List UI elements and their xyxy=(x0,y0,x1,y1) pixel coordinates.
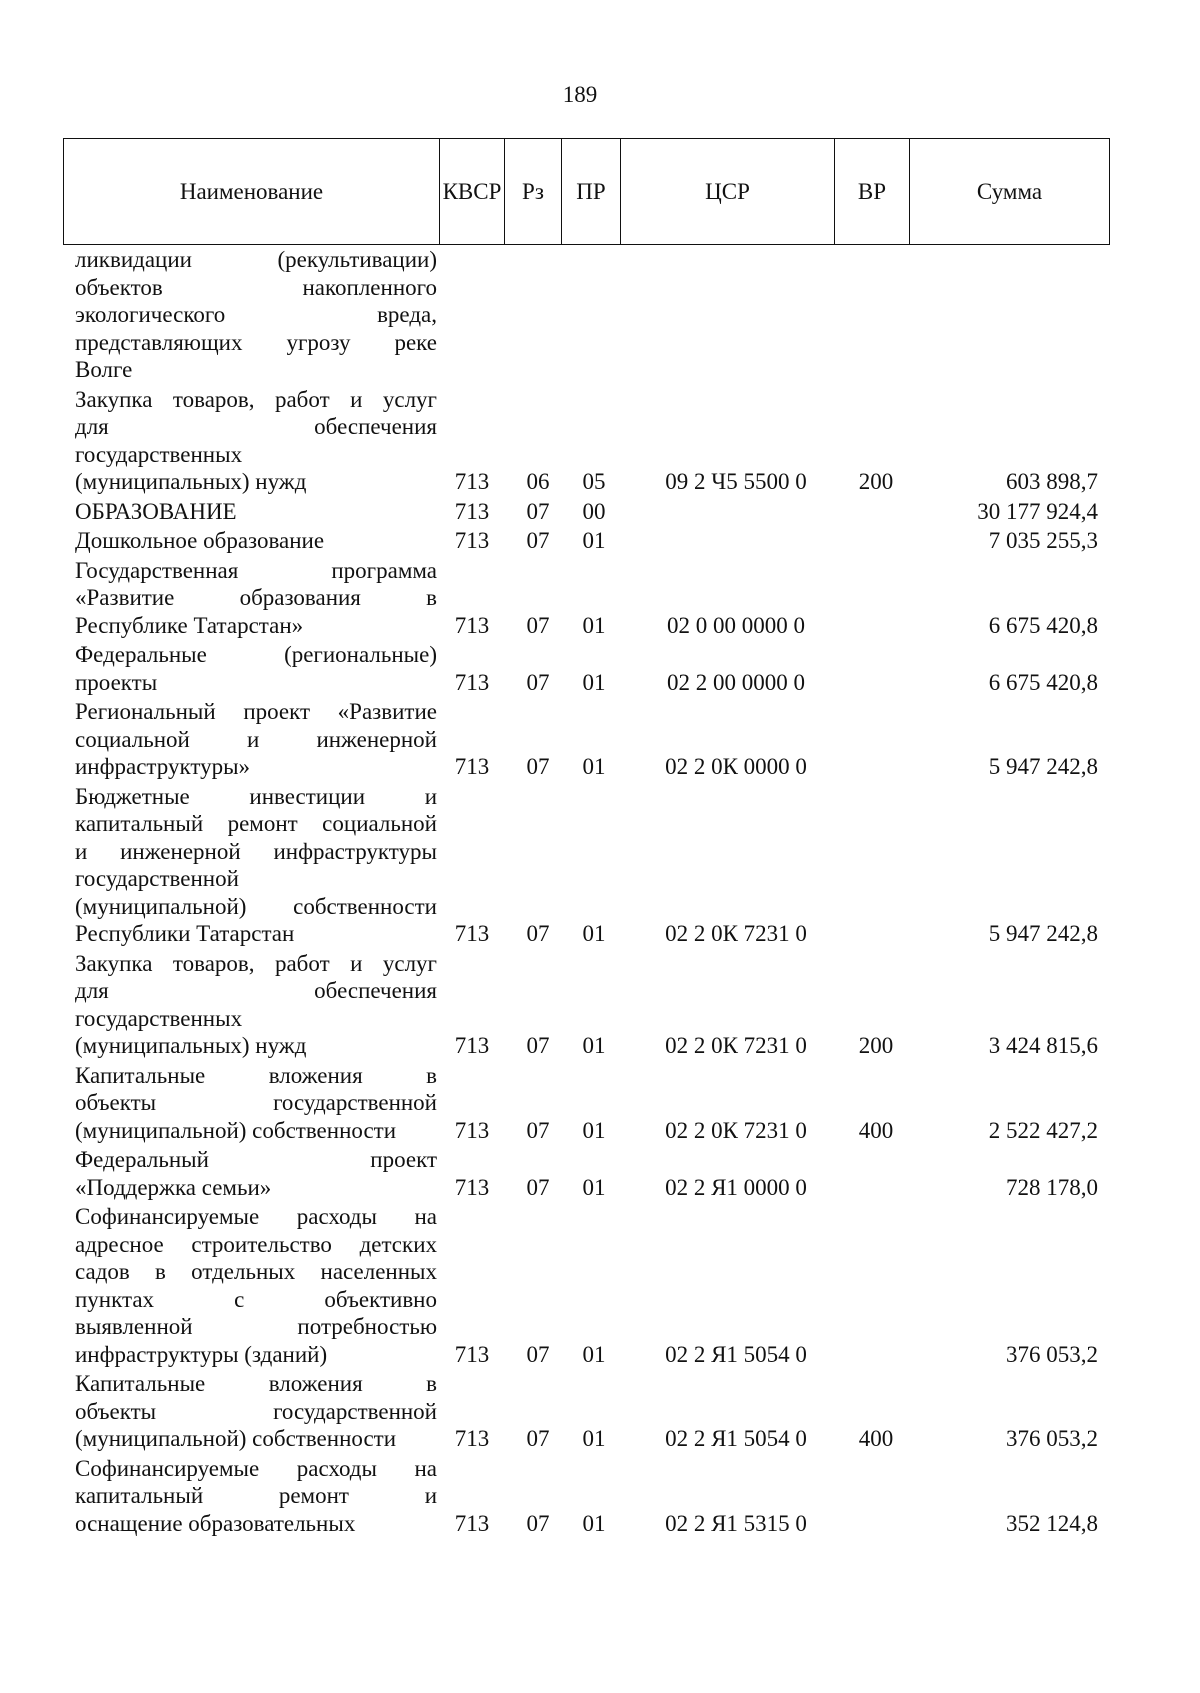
row-sum-cell: 30 177 924,4 xyxy=(977,498,1098,524)
row-csr-cell: 09 2 Ч5 5500 0 xyxy=(665,469,807,494)
row-name-line: государственной xyxy=(75,866,239,891)
table-row xyxy=(0,1455,1200,1538)
row-name-line: государственных xyxy=(75,441,243,467)
column-header-name: Наименование xyxy=(64,139,440,244)
row-sum-cell: 7 035 255,3 xyxy=(988,528,1098,553)
row-name-line: Республики Татарстан xyxy=(75,921,295,946)
row-name-line: для обеспечения xyxy=(75,414,437,439)
row-name-line: инфраструктуры (зданий) xyxy=(75,1341,328,1367)
row-kvsr-cell: 713 xyxy=(454,754,490,779)
row-kvsr-cell: 713 xyxy=(454,1174,490,1200)
row-name-line: пунктах с объективно xyxy=(75,1286,437,1312)
row-name-cell xyxy=(75,246,437,384)
row-kvsr-cell: 713 xyxy=(454,612,490,638)
row-name-line: Софинансируемые расходы на xyxy=(75,1204,437,1229)
row-name-cell xyxy=(75,1455,437,1538)
row-rz-cell: 06 xyxy=(526,469,550,494)
table-row xyxy=(0,527,1200,555)
row-sum-cell: 5 947 242,8 xyxy=(988,754,1098,779)
row-name-line: Закупка товаров, работ и услуг xyxy=(75,386,437,412)
column-header-pr: ПР xyxy=(562,139,621,244)
row-name-cell xyxy=(75,1146,437,1201)
row-pr-cell: 01 xyxy=(582,612,606,638)
table-row xyxy=(0,1370,1200,1453)
row-csr-cell: 02 2 0К 7231 0 xyxy=(665,1033,807,1058)
row-pr-cell: 01 xyxy=(582,669,606,695)
row-pr-cell: 01 xyxy=(582,528,606,553)
table-row xyxy=(0,557,1200,640)
row-sum-cell: 728 178,0 xyxy=(1006,1174,1098,1200)
row-csr-cell: 02 2 Я1 5315 0 xyxy=(665,1510,807,1536)
row-name-cell xyxy=(75,498,437,526)
row-kvsr-cell: 713 xyxy=(454,1426,490,1451)
table-row xyxy=(0,1146,1200,1201)
row-rz-cell: 07 xyxy=(526,1341,550,1367)
row-name-line: экологического вреда, xyxy=(75,302,437,327)
column-header-kvsr: КВСР xyxy=(440,139,505,244)
table-row xyxy=(0,246,1200,384)
row-name-line: садов в отдельных населенных xyxy=(75,1259,437,1284)
row-pr-cell: 01 xyxy=(582,1033,606,1058)
row-sum-cell: 376 053,2 xyxy=(1006,1341,1098,1367)
column-header-vr: ВР xyxy=(835,139,910,244)
row-csr-cell: 02 2 0К 7231 0 xyxy=(665,921,807,946)
row-pr-cell: 01 xyxy=(582,1426,606,1451)
table-header xyxy=(63,138,1110,245)
row-name-line: Бюджетные инвестиции и xyxy=(75,783,437,809)
row-rz-cell: 07 xyxy=(526,1426,550,1451)
row-kvsr-cell: 713 xyxy=(454,1341,490,1367)
row-name-line: Государственная программа xyxy=(75,557,437,583)
table-row xyxy=(0,1062,1200,1145)
row-sum-cell: 5 947 242,8 xyxy=(988,921,1098,946)
row-name-cell xyxy=(75,783,437,948)
row-name-line: Дошкольное образование xyxy=(75,528,325,553)
row-rz-cell: 07 xyxy=(526,498,550,524)
row-sum-cell: 603 898,7 xyxy=(1006,469,1098,494)
table-row xyxy=(0,1203,1200,1368)
table-row xyxy=(0,386,1200,496)
row-name-line: объекты государственной xyxy=(75,1398,437,1424)
table-row xyxy=(0,641,1200,696)
row-name-line: (муниципальной) собственности xyxy=(75,1117,397,1143)
row-name-cell xyxy=(75,698,437,781)
row-pr-cell: 01 xyxy=(582,1117,606,1143)
table-body xyxy=(0,246,1200,1539)
row-name-line: «Поддержка семьи» xyxy=(75,1174,272,1200)
row-vr-cell: 200 xyxy=(858,469,894,494)
column-header-rz: Рз xyxy=(505,139,562,244)
row-name-line: и инженерной инфраструктуры xyxy=(75,838,437,864)
row-pr-cell: 01 xyxy=(582,754,606,779)
row-name-line: (муниципальных) нужд xyxy=(75,1033,307,1058)
row-kvsr-cell: 713 xyxy=(454,498,490,524)
row-pr-cell: 01 xyxy=(582,1510,606,1536)
row-rz-cell: 07 xyxy=(526,1033,550,1058)
table-row xyxy=(0,498,1200,526)
row-name-line: (муниципальных) нужд xyxy=(75,469,307,494)
row-name-line: Волге xyxy=(75,357,133,382)
row-name-line: (муниципальной) собственности xyxy=(75,1426,397,1451)
row-name-line: (муниципальной) собственности xyxy=(75,893,437,919)
row-rz-cell: 07 xyxy=(526,669,550,695)
row-vr-cell: 400 xyxy=(858,1426,894,1451)
row-rz-cell: 07 xyxy=(526,1117,550,1143)
row-name-cell xyxy=(75,950,437,1060)
row-name-line: «Развитие образования в xyxy=(75,585,437,610)
row-rz-cell: 07 xyxy=(526,921,550,946)
row-rz-cell: 07 xyxy=(526,1174,550,1200)
row-csr-cell: 02 2 0К 0000 0 xyxy=(665,754,807,779)
row-sum-cell: 6 675 420,8 xyxy=(988,612,1098,638)
row-sum-cell: 2 522 427,2 xyxy=(988,1117,1098,1143)
row-name-line: капитальный ремонт и xyxy=(75,1483,437,1508)
row-name-line: Капитальные вложения в xyxy=(75,1371,437,1396)
row-name-line: капитальный ремонт социальной xyxy=(75,811,437,836)
row-sum-cell: 352 124,8 xyxy=(1006,1510,1098,1536)
row-csr-cell: 02 2 Я1 5054 0 xyxy=(665,1426,807,1451)
row-csr-cell: 02 2 Я1 0000 0 xyxy=(665,1174,807,1200)
row-rz-cell: 07 xyxy=(526,528,550,553)
row-name-line: Федеральный проект xyxy=(75,1147,437,1172)
row-name-line: выявленной потребностью xyxy=(75,1314,437,1339)
row-name-line: объекты государственной xyxy=(75,1090,437,1115)
row-rz-cell: 07 xyxy=(526,612,550,638)
row-name-line: ОБРАЗОВАНИЕ xyxy=(75,498,237,524)
row-name-cell xyxy=(75,1370,437,1453)
column-header-sum: Сумма xyxy=(976,178,1043,204)
row-kvsr-cell: 713 xyxy=(454,469,490,494)
row-vr-cell: 400 xyxy=(858,1117,894,1143)
row-vr-cell: 200 xyxy=(858,1033,894,1058)
row-name-line: оснащение образовательных xyxy=(75,1510,356,1536)
row-csr-cell: 02 2 0К 7231 0 xyxy=(665,1117,807,1143)
table-row xyxy=(0,698,1200,781)
row-name-cell xyxy=(75,641,437,696)
row-name-line: государственных xyxy=(75,1005,243,1031)
row-csr-cell: 02 2 Я1 5054 0 xyxy=(665,1341,807,1367)
row-name-line: представляющих угрозу реке xyxy=(75,329,437,355)
row-sum-cell: 3 424 815,6 xyxy=(988,1033,1098,1058)
row-pr-cell: 01 xyxy=(582,1174,606,1200)
row-name-cell xyxy=(75,386,437,496)
row-csr-cell: 02 2 00 0000 0 xyxy=(667,669,805,695)
row-name-line: для обеспечения xyxy=(75,978,437,1003)
row-pr-cell: 01 xyxy=(582,921,606,946)
row-pr-cell: 00 xyxy=(582,498,606,524)
row-sum-cell: 376 053,2 xyxy=(1006,1426,1098,1451)
row-kvsr-cell: 713 xyxy=(454,669,490,695)
row-pr-cell: 05 xyxy=(582,469,606,494)
row-name-cell xyxy=(75,557,437,640)
row-pr-cell: 01 xyxy=(582,1341,606,1367)
row-name-line: проекты xyxy=(75,669,158,695)
row-kvsr-cell: 713 xyxy=(454,1033,490,1058)
row-name-line: объектов накопленного xyxy=(75,274,437,300)
row-name-line: инфраструктуры» xyxy=(75,754,251,779)
row-kvsr-cell: 713 xyxy=(454,528,490,553)
row-name-cell xyxy=(75,1062,437,1145)
row-name-cell xyxy=(75,527,437,555)
table-row xyxy=(0,950,1200,1060)
row-rz-cell: 07 xyxy=(526,754,550,779)
row-name-line: Закупка товаров, работ и услуг xyxy=(75,950,437,976)
row-name-line: Республике Татарстан» xyxy=(75,612,304,638)
row-csr-cell: 02 0 00 0000 0 xyxy=(667,612,805,638)
table-row xyxy=(0,783,1200,948)
row-rz-cell: 07 xyxy=(526,1510,550,1536)
row-name-line: Региональный проект «Развитие xyxy=(75,699,437,724)
row-kvsr-cell: 713 xyxy=(454,921,490,946)
row-name-line: адресное строительство детских xyxy=(75,1231,437,1257)
row-name-line: Софинансируемые расходы на xyxy=(75,1455,437,1481)
row-name-cell xyxy=(75,1203,437,1368)
row-name-line: Федеральные (региональные) xyxy=(75,642,437,667)
column-header-csr: ЦСР xyxy=(621,139,835,244)
row-name-line: ликвидации (рекультивации) xyxy=(75,247,437,272)
row-kvsr-cell: 713 xyxy=(454,1510,490,1536)
page-number: 189 xyxy=(562,82,598,107)
row-name-line: социальной и инженерной xyxy=(75,726,437,752)
row-name-line: Капитальные вложения в xyxy=(75,1062,437,1088)
row-sum-cell: 6 675 420,8 xyxy=(988,669,1098,695)
row-kvsr-cell: 713 xyxy=(454,1117,490,1143)
